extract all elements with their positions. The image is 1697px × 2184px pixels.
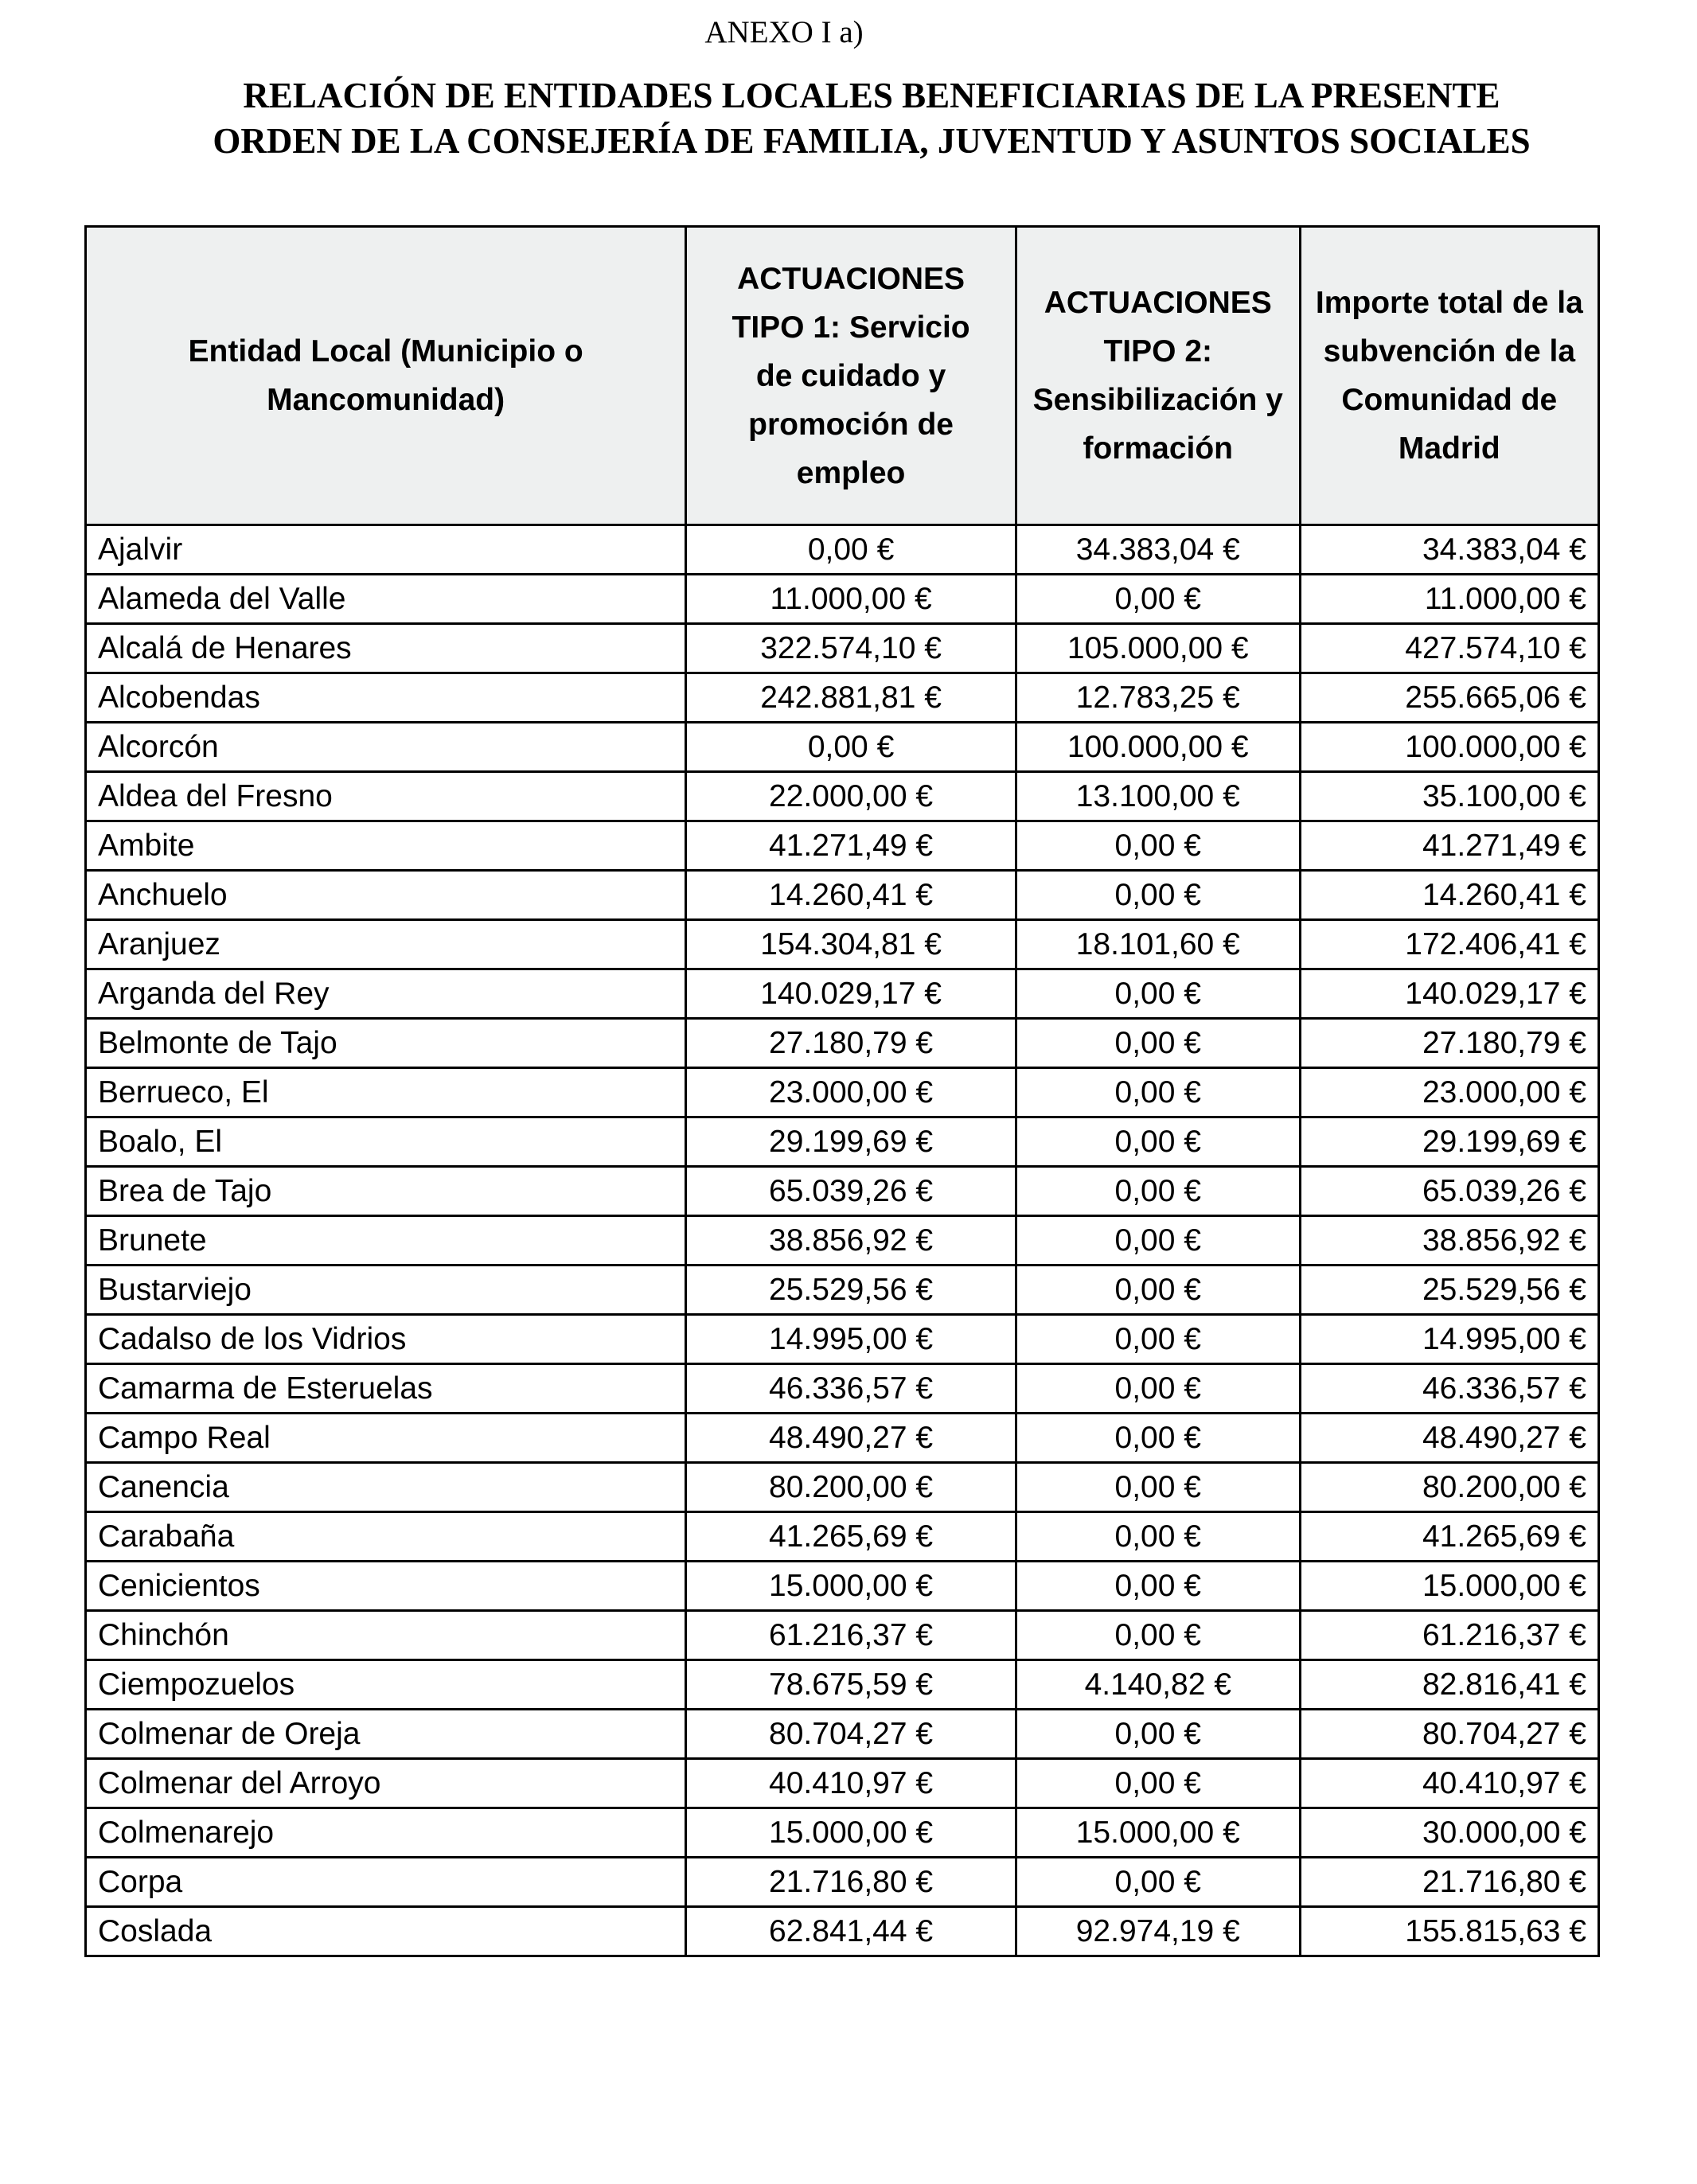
cell-tipo-2: 0,00 € xyxy=(1016,575,1300,624)
cell-entidad: Boalo, El xyxy=(86,1117,686,1167)
cell-tipo-1: 61.216,37 € xyxy=(686,1611,1016,1660)
table-row xyxy=(86,1216,1599,1266)
header-actuaciones-tipo-2: ACTUACIONES TIPO 2: Sensibilización y formación xyxy=(1016,227,1300,525)
cell-importe-total: 80.704,27 € xyxy=(1300,1710,1598,1759)
cell-tipo-1: 78.675,59 € xyxy=(686,1660,1016,1710)
cell-entidad: Arganda del Rey xyxy=(86,969,686,1019)
cell-tipo-1: 41.265,69 € xyxy=(686,1512,1016,1562)
cell-tipo-2: 0,00 € xyxy=(1016,1216,1300,1266)
cell-tipo-2: 0,00 € xyxy=(1016,1019,1300,1068)
cell-entidad: Colmenar del Arroyo xyxy=(86,1759,686,1808)
cell-importe-total: 48.490,27 € xyxy=(1300,1414,1598,1463)
cell-tipo-1: 38.856,92 € xyxy=(686,1216,1016,1266)
cell-tipo-1: 15.000,00 € xyxy=(686,1808,1016,1858)
cell-tipo-2: 0,00 € xyxy=(1016,1512,1300,1562)
cell-importe-total: 100.000,00 € xyxy=(1300,723,1598,772)
cell-tipo-2: 100.000,00 € xyxy=(1016,723,1300,772)
cell-importe-total: 30.000,00 € xyxy=(1300,1808,1598,1858)
cell-entidad: Belmonte de Tajo xyxy=(86,1019,686,1068)
table-row xyxy=(86,1117,1599,1167)
cell-entidad: Colmenarejo xyxy=(86,1808,686,1858)
cell-tipo-2: 0,00 € xyxy=(1016,1710,1300,1759)
cell-tipo-2: 0,00 € xyxy=(1016,1414,1300,1463)
table-row xyxy=(86,1463,1599,1512)
cell-entidad: Ambite xyxy=(86,821,686,871)
cell-tipo-1: 23.000,00 € xyxy=(686,1068,1016,1117)
table-row xyxy=(86,1710,1599,1759)
table-row xyxy=(86,723,1599,772)
cell-importe-total: 80.200,00 € xyxy=(1300,1463,1598,1512)
cell-tipo-2: 0,00 € xyxy=(1016,1266,1300,1315)
cell-tipo-2: 13.100,00 € xyxy=(1016,772,1300,821)
table-row xyxy=(86,1167,1599,1216)
cell-entidad: Ajalvir xyxy=(86,525,686,575)
table-row xyxy=(86,821,1599,871)
cell-tipo-1: 14.995,00 € xyxy=(686,1315,1016,1364)
cell-importe-total: 11.000,00 € xyxy=(1300,575,1598,624)
cell-entidad: Carabaña xyxy=(86,1512,686,1562)
cell-tipo-1: 22.000,00 € xyxy=(686,772,1016,821)
cell-entidad: Alcalá de Henares xyxy=(86,624,686,673)
cell-importe-total: 140.029,17 € xyxy=(1300,969,1598,1019)
cell-tipo-1: 0,00 € xyxy=(686,525,1016,575)
table-row xyxy=(86,1414,1599,1463)
cell-entidad: Corpa xyxy=(86,1858,686,1907)
cell-entidad: Camarma de Esteruelas xyxy=(86,1364,686,1414)
heading-line-2: ORDEN DE LA CONSEJERÍA DE FAMILIA, JUVENTUD Y ASUNTOS SOCIALES xyxy=(213,121,1531,161)
cell-tipo-2: 0,00 € xyxy=(1016,969,1300,1019)
cell-importe-total: 40.410,97 € xyxy=(1300,1759,1598,1808)
cell-tipo-1: 0,00 € xyxy=(686,723,1016,772)
cell-entidad: Alcorcón xyxy=(86,723,686,772)
cell-entidad: Aldea del Fresno xyxy=(86,772,686,821)
cell-entidad: Anchuelo xyxy=(86,871,686,920)
cell-entidad: Brea de Tajo xyxy=(86,1167,686,1216)
cell-importe-total: 46.336,57 € xyxy=(1300,1364,1598,1414)
table-row xyxy=(86,772,1599,821)
cell-importe-total: 35.100,00 € xyxy=(1300,772,1598,821)
table-row xyxy=(86,1562,1599,1611)
cell-tipo-2: 0,00 € xyxy=(1016,1167,1300,1216)
annex-label: ANEXO I a) xyxy=(704,15,864,49)
heading-line-1: RELACIÓN DE ENTIDADES LOCALES BENEFICIARIAS DE LA PRESENTE xyxy=(243,76,1500,115)
cell-entidad: Cenicientos xyxy=(86,1562,686,1611)
cell-tipo-2: 0,00 € xyxy=(1016,1858,1300,1907)
cell-tipo-2: 0,00 € xyxy=(1016,1364,1300,1414)
cell-tipo-1: 80.200,00 € xyxy=(686,1463,1016,1512)
cell-tipo-1: 25.529,56 € xyxy=(686,1266,1016,1315)
document-heading xyxy=(96,73,1648,164)
cell-tipo-1: 65.039,26 € xyxy=(686,1167,1016,1216)
table-row xyxy=(86,1068,1599,1117)
cell-tipo-1: 322.574,10 € xyxy=(686,624,1016,673)
cell-tipo-1: 27.180,79 € xyxy=(686,1019,1016,1068)
cell-importe-total: 14.995,00 € xyxy=(1300,1315,1598,1364)
cell-importe-total: 82.816,41 € xyxy=(1300,1660,1598,1710)
cell-tipo-2: 0,00 € xyxy=(1016,1759,1300,1808)
cell-importe-total: 65.039,26 € xyxy=(1300,1167,1598,1216)
cell-entidad: Brunete xyxy=(86,1216,686,1266)
cell-entidad: Aranjuez xyxy=(86,920,686,969)
cell-tipo-1: 140.029,17 € xyxy=(686,969,1016,1019)
table-row xyxy=(86,920,1599,969)
cell-tipo-2: 0,00 € xyxy=(1016,871,1300,920)
cell-tipo-2: 0,00 € xyxy=(1016,1117,1300,1167)
cell-entidad: Alameda del Valle xyxy=(86,575,686,624)
cell-tipo-2: 34.383,04 € xyxy=(1016,525,1300,575)
cell-tipo-2: 15.000,00 € xyxy=(1016,1808,1300,1858)
cell-entidad: Colmenar de Oreja xyxy=(86,1710,686,1759)
cell-entidad: Coslada xyxy=(86,1907,686,1956)
cell-entidad: Campo Real xyxy=(86,1414,686,1463)
cell-importe-total: 172.406,41 € xyxy=(1300,920,1598,969)
header-entidad-local: Entidad Local (Municipio o Mancomunidad) xyxy=(86,227,686,525)
cell-tipo-1: 48.490,27 € xyxy=(686,1414,1016,1463)
cell-tipo-2: 0,00 € xyxy=(1016,821,1300,871)
cell-importe-total: 255.665,06 € xyxy=(1300,673,1598,723)
cell-tipo-1: 242.881,81 € xyxy=(686,673,1016,723)
cell-tipo-2: 4.140,82 € xyxy=(1016,1660,1300,1710)
cell-entidad: Berrueco, El xyxy=(86,1068,686,1117)
cell-importe-total: 41.265,69 € xyxy=(1300,1512,1598,1562)
cell-importe-total: 155.815,63 € xyxy=(1300,1907,1598,1956)
cell-importe-total: 34.383,04 € xyxy=(1300,525,1598,575)
cell-importe-total: 38.856,92 € xyxy=(1300,1216,1598,1266)
beneficiaries-table xyxy=(84,225,1600,1957)
cell-entidad: Ciempozuelos xyxy=(86,1660,686,1710)
cell-importe-total: 27.180,79 € xyxy=(1300,1019,1598,1068)
cell-entidad: Cadalso de los Vidrios xyxy=(86,1315,686,1364)
cell-entidad: Chinchón xyxy=(86,1611,686,1660)
cell-entidad: Alcobendas xyxy=(86,673,686,723)
cell-tipo-2: 0,00 € xyxy=(1016,1611,1300,1660)
table-row xyxy=(86,624,1599,673)
cell-tipo-1: 40.410,97 € xyxy=(686,1759,1016,1808)
cell-tipo-1: 15.000,00 € xyxy=(686,1562,1016,1611)
table-header-row xyxy=(86,227,1599,525)
table-row xyxy=(86,1907,1599,1956)
table-row xyxy=(86,1364,1599,1414)
table-body xyxy=(86,525,1599,1956)
cell-importe-total: 41.271,49 € xyxy=(1300,821,1598,871)
table-row xyxy=(86,1808,1599,1858)
table-row xyxy=(86,1019,1599,1068)
cell-importe-total: 14.260,41 € xyxy=(1300,871,1598,920)
cell-tipo-1: 62.841,44 € xyxy=(686,1907,1016,1956)
cell-importe-total: 23.000,00 € xyxy=(1300,1068,1598,1117)
cell-tipo-1: 154.304,81 € xyxy=(686,920,1016,969)
cell-tipo-1: 80.704,27 € xyxy=(686,1710,1016,1759)
cell-importe-total: 21.716,80 € xyxy=(1300,1858,1598,1907)
table-row xyxy=(86,1315,1599,1364)
cell-entidad: Canencia xyxy=(86,1463,686,1512)
cell-importe-total: 427.574,10 € xyxy=(1300,624,1598,673)
table-row xyxy=(86,1660,1599,1710)
table-row xyxy=(86,1512,1599,1562)
cell-tipo-1: 46.336,57 € xyxy=(686,1364,1016,1414)
table-row xyxy=(86,969,1599,1019)
cell-tipo-1: 29.199,69 € xyxy=(686,1117,1016,1167)
cell-tipo-2: 18.101,60 € xyxy=(1016,920,1300,969)
header-importe-total: Importe total de la subvención de la Comunidad de Madrid xyxy=(1300,227,1598,525)
cell-tipo-2: 0,00 € xyxy=(1016,1463,1300,1512)
cell-tipo-1: 11.000,00 € xyxy=(686,575,1016,624)
table-row xyxy=(86,1611,1599,1660)
table-row xyxy=(86,673,1599,723)
cell-tipo-2: 0,00 € xyxy=(1016,1068,1300,1117)
cell-tipo-1: 41.271,49 € xyxy=(686,821,1016,871)
cell-tipo-2: 12.783,25 € xyxy=(1016,673,1300,723)
table-row xyxy=(86,871,1599,920)
table-row xyxy=(86,1266,1599,1315)
cell-entidad: Bustarviejo xyxy=(86,1266,686,1315)
cell-tipo-1: 21.716,80 € xyxy=(686,1858,1016,1907)
cell-tipo-2: 0,00 € xyxy=(1016,1315,1300,1364)
header-actuaciones-tipo-1: ACTUACIONES TIPO 1: Servicio de cuidado y promoción de empleo xyxy=(686,227,1016,525)
cell-importe-total: 61.216,37 € xyxy=(1300,1611,1598,1660)
table-row xyxy=(86,525,1599,575)
cell-importe-total: 29.199,69 € xyxy=(1300,1117,1598,1167)
cell-importe-total: 25.529,56 € xyxy=(1300,1266,1598,1315)
cell-tipo-2: 92.974,19 € xyxy=(1016,1907,1300,1956)
table-row xyxy=(86,575,1599,624)
table-row xyxy=(86,1759,1599,1808)
table-row xyxy=(86,1858,1599,1907)
cell-tipo-2: 0,00 € xyxy=(1016,1562,1300,1611)
cell-tipo-1: 14.260,41 € xyxy=(686,871,1016,920)
cell-importe-total: 15.000,00 € xyxy=(1300,1562,1598,1611)
cell-tipo-2: 105.000,00 € xyxy=(1016,624,1300,673)
